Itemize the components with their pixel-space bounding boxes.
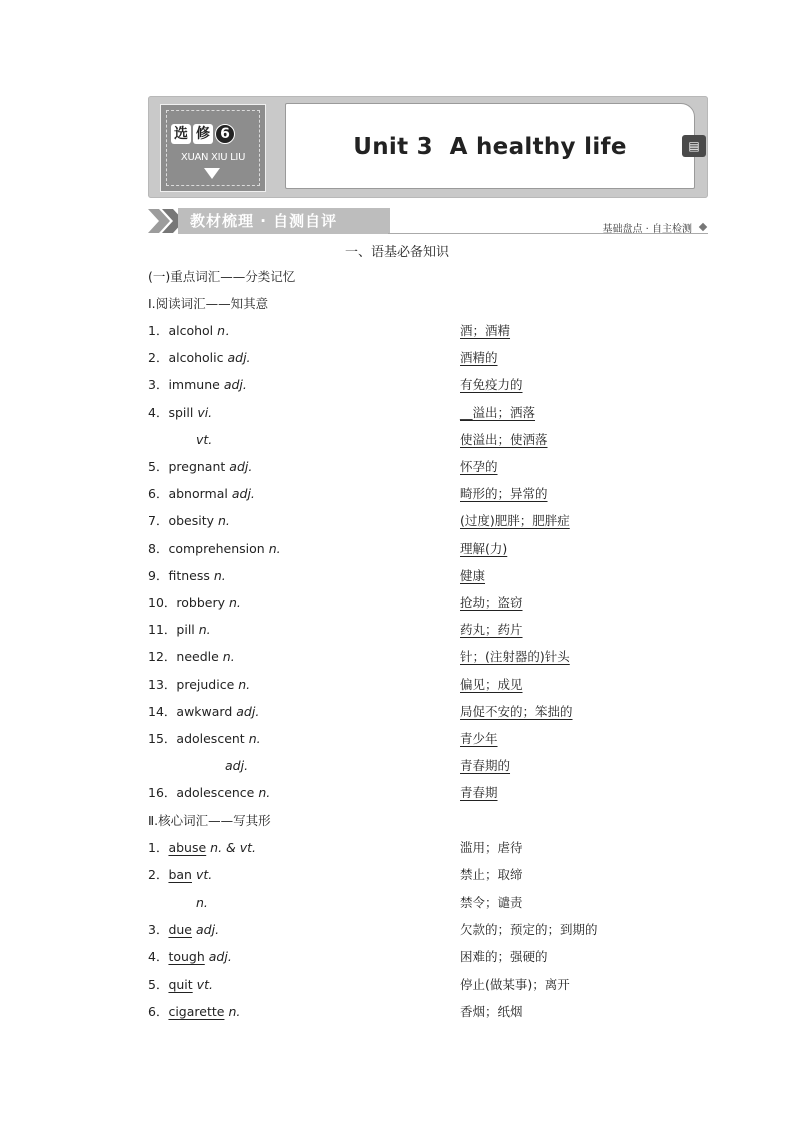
vocab-pos: adj. bbox=[225, 758, 249, 774]
vocab-entry bbox=[148, 432, 212, 448]
elective-badge bbox=[160, 104, 266, 192]
diamond-icon bbox=[699, 223, 707, 231]
vocab-word: adolescence bbox=[176, 785, 255, 801]
badge-number: 6 bbox=[215, 124, 235, 144]
vocab-number: 2． bbox=[148, 350, 169, 366]
vocab-entry bbox=[148, 758, 248, 774]
vocab-pos: n. bbox=[198, 622, 211, 638]
title-box bbox=[285, 103, 695, 189]
vocab-entry bbox=[148, 867, 212, 883]
unit-title: Unit 3 A healthy life bbox=[353, 134, 627, 160]
vocab-entry bbox=[148, 405, 212, 421]
vocab-meaning: __溢出；洒落 bbox=[460, 404, 536, 420]
vocab-number: 8． bbox=[148, 540, 169, 556]
part-heading-core: Ⅱ.核心词汇——写其形 bbox=[148, 813, 271, 828]
vocab-meaning: 青春期 bbox=[460, 785, 498, 801]
vocab-pos: n. & vt. bbox=[210, 840, 257, 855]
vocab-entry bbox=[148, 350, 251, 366]
vocab-meaning: 停止(做某事)；离开 bbox=[460, 976, 570, 992]
vocab-number: 7． bbox=[148, 513, 169, 529]
vocab-pos: n. bbox=[218, 513, 230, 529]
vocab-pos: adj. bbox=[227, 350, 251, 366]
main-heading: 一、语基必备知识 bbox=[344, 245, 449, 260]
vocab-number: 14． bbox=[148, 703, 177, 719]
vocab-pos: adj. bbox=[196, 921, 220, 937]
vocab-meaning: 困难的；强硬的 bbox=[460, 949, 548, 965]
vocab-word: alcohol bbox=[168, 323, 214, 338]
vocab-number: 3． bbox=[148, 377, 169, 393]
vocab-entry bbox=[148, 840, 256, 856]
vocab-number: 4． bbox=[148, 404, 169, 420]
badge-char: 选 bbox=[171, 124, 191, 144]
vocab-word: adolescent bbox=[176, 731, 245, 746]
vocab-number: 1． bbox=[148, 840, 169, 855]
vocab-word: tough bbox=[168, 949, 205, 965]
vocab-meaning: 滥用；虐待 bbox=[460, 840, 523, 855]
vocab-meaning: 禁令；谴责 bbox=[460, 894, 523, 910]
vocab-pos: n. bbox=[222, 649, 235, 665]
vocab-number: 16． bbox=[148, 785, 177, 801]
vocab-pos: adj. bbox=[208, 949, 232, 965]
vocab-entry bbox=[148, 895, 208, 911]
vocab-entry bbox=[148, 922, 219, 938]
vocab-word: ban bbox=[168, 867, 192, 883]
vocab-meaning: 畸形的；异常的 bbox=[460, 486, 548, 502]
vocab-pos: n. bbox=[228, 1003, 241, 1019]
vocab-entry bbox=[148, 622, 211, 638]
vocab-number: 10． bbox=[148, 595, 177, 610]
vocab-meaning: 青少年 bbox=[460, 731, 498, 746]
vocab-word: abuse bbox=[168, 840, 207, 855]
sub-heading: (一)重点词汇——分类记忆 bbox=[148, 269, 296, 284]
vocab-word: pregnant bbox=[168, 459, 226, 474]
vocab-entry bbox=[148, 568, 226, 584]
vocab-number: 9． bbox=[148, 567, 169, 583]
vocab-entry bbox=[148, 377, 247, 393]
section-header bbox=[148, 208, 708, 236]
part-heading-reading: Ⅰ.阅读词汇——知其意 bbox=[148, 296, 269, 311]
badge-pinyin: XUAN XIU LIU bbox=[180, 152, 246, 163]
vocab-entry bbox=[148, 677, 250, 693]
divider bbox=[388, 233, 708, 234]
vocab-pos: adj. bbox=[229, 459, 253, 474]
vocab-word: awkward bbox=[176, 703, 233, 719]
vocab-pos: vt. bbox=[195, 867, 213, 883]
vocab-number: 6． bbox=[148, 1003, 169, 1019]
vocab-entry bbox=[148, 541, 281, 557]
vocab-meaning: 香烟；纸烟 bbox=[460, 1003, 523, 1019]
book-search-icon[interactable]: ▤ bbox=[682, 135, 706, 157]
vocab-word: cigarette bbox=[168, 1003, 225, 1019]
vocab-pos: n． bbox=[217, 323, 238, 338]
vocab-word: abnormal bbox=[168, 486, 228, 502]
vocab-pos: n. bbox=[248, 731, 261, 746]
vocab-number: 5． bbox=[148, 976, 169, 992]
vocab-number: 11． bbox=[148, 622, 177, 638]
vocab-number: 12． bbox=[148, 649, 177, 665]
vocab-meaning: 怀孕的 bbox=[460, 459, 498, 474]
vocab-meaning: 抢劫；盗窃 bbox=[460, 595, 523, 610]
vocab-meaning: 健康 bbox=[460, 567, 486, 583]
vocab-entry bbox=[148, 323, 238, 339]
vocab-pos: adj. bbox=[231, 486, 255, 502]
vocab-pos: n. bbox=[258, 785, 271, 801]
vocab-entry bbox=[148, 1004, 240, 1020]
vocab-entry bbox=[148, 595, 241, 611]
section-tab: 教材梳理 · 自测自评 bbox=[178, 208, 390, 234]
vocab-pos: n. bbox=[268, 540, 281, 556]
vocab-meaning: 欠款的；预定的；到期的 bbox=[460, 921, 598, 937]
vocab-word: quit bbox=[168, 976, 193, 992]
vocab-meaning: (过度)肥胖；肥胖症 bbox=[460, 513, 570, 529]
vocab-entry bbox=[148, 731, 261, 747]
vocab-pos: n. bbox=[213, 567, 226, 583]
vocab-pos: n. bbox=[229, 595, 241, 610]
vocab-meaning: 有免疫力的 bbox=[460, 377, 523, 393]
vocab-meaning: 酒精的 bbox=[460, 350, 498, 366]
section-subtitle: 基础盘点 · 自主检测 bbox=[602, 224, 692, 235]
vocab-number: 15． bbox=[148, 731, 177, 746]
vocab-number: 3． bbox=[148, 921, 169, 937]
vocab-pos: n. bbox=[196, 894, 208, 910]
vocab-entry bbox=[148, 785, 270, 801]
badge-chars bbox=[171, 124, 235, 144]
vocab-entry bbox=[148, 977, 213, 993]
vocab-pos: adj. bbox=[223, 377, 247, 393]
vocab-word: prejudice bbox=[176, 676, 235, 692]
vocab-entry bbox=[148, 513, 230, 529]
vocab-meaning: 酒；酒精 bbox=[460, 323, 511, 338]
vocab-number: 13． bbox=[148, 676, 177, 692]
vocab-meaning: 局促不安的；笨拙的 bbox=[460, 703, 573, 719]
vocab-meaning: 药丸；药片 bbox=[460, 622, 523, 638]
vocab-word: robbery bbox=[176, 595, 226, 610]
vocab-word: fitness bbox=[168, 567, 210, 583]
vocab-word: alcoholic bbox=[168, 350, 224, 366]
vocab-word: comprehension bbox=[168, 540, 265, 556]
vocab-entry bbox=[148, 486, 255, 502]
vocab-number: 1． bbox=[148, 323, 169, 338]
vocab-word: due bbox=[168, 921, 193, 937]
vocab-word: immune bbox=[168, 377, 220, 393]
vocab-entry bbox=[148, 459, 252, 475]
vocab-number: 4． bbox=[148, 949, 169, 965]
vocab-word: obesity bbox=[168, 513, 215, 529]
vocab-pos: vt. bbox=[196, 976, 213, 992]
vocab-number: 2． bbox=[148, 867, 169, 883]
vocab-word: pill bbox=[176, 622, 195, 638]
badge-char: 修 bbox=[193, 124, 213, 144]
vocab-entry bbox=[148, 649, 235, 665]
vocab-word: spill bbox=[168, 404, 194, 420]
vocab-meaning: 青春期的 bbox=[460, 758, 511, 774]
triangle-down-icon bbox=[204, 168, 220, 179]
vocab-number: 6． bbox=[148, 486, 169, 502]
vocab-pos: n. bbox=[238, 676, 251, 692]
vocab-meaning: 针；(注射器的)针头 bbox=[460, 649, 570, 665]
vocab-entry bbox=[148, 704, 259, 720]
vocab-meaning: 禁止；取缔 bbox=[460, 867, 523, 883]
vocab-pos: adj. bbox=[236, 703, 260, 719]
vocab-meaning: 使溢出；使洒落 bbox=[460, 431, 548, 447]
vocab-word: needle bbox=[176, 649, 219, 665]
vocab-pos: vt. bbox=[196, 431, 213, 447]
unit-banner bbox=[148, 96, 708, 198]
vocab-pos: vi. bbox=[197, 404, 213, 420]
vocab-entry bbox=[148, 949, 232, 965]
vocab-number: 5． bbox=[148, 459, 169, 474]
vocab-meaning: 理解(力) bbox=[460, 540, 508, 556]
vocab-meaning: 偏见；成见 bbox=[460, 676, 523, 692]
